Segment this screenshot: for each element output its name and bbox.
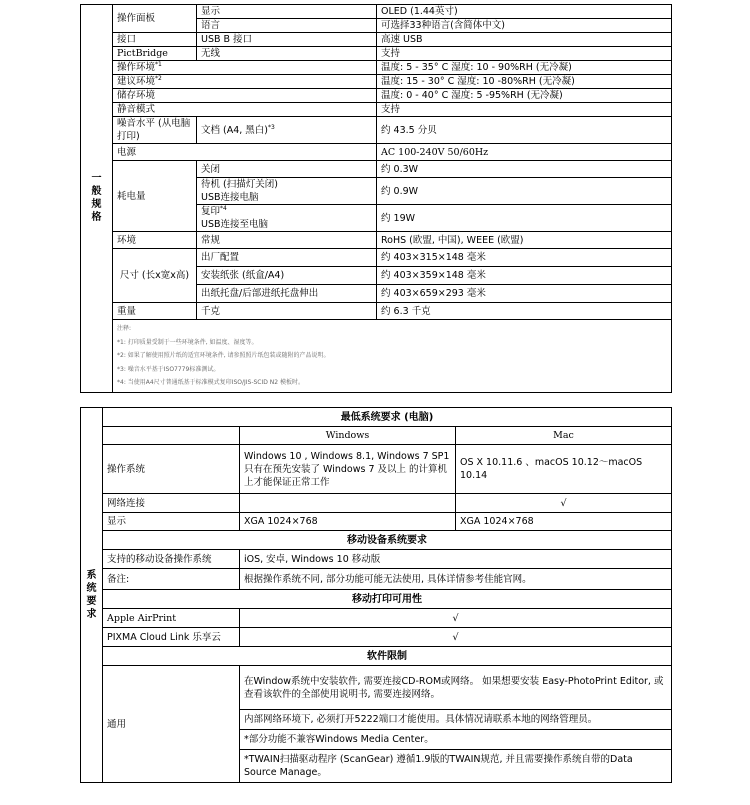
consumption-label: 耗电量	[113, 161, 197, 232]
panel-lang-label: 语言	[197, 19, 377, 33]
size-label: 尺寸 (长x宽x高)	[113, 249, 197, 303]
rec-env-label: 建议环境$^{*2}$	[113, 75, 377, 89]
footnote-title: 注释:	[117, 325, 132, 332]
size-extended-value: 约 403×659×293 毫米	[377, 285, 672, 303]
display-mac: XGA 1024×768	[456, 513, 672, 531]
network-windows	[240, 494, 456, 513]
panel-label: 操作面板	[113, 5, 197, 33]
os-label: 操作系统	[103, 445, 240, 494]
store-env-label: 储存环境	[113, 89, 377, 103]
pc-req-header: 最低系统要求 (电脑)	[103, 408, 672, 427]
software-header: 软件限制	[103, 647, 672, 666]
col-mac: Mac	[456, 427, 672, 445]
footnote-mark: *4	[220, 204, 227, 212]
noise-sub: 文档 (A4, 黑白)$^{*3}$	[197, 117, 377, 144]
system-req-label: 系统要求	[81, 408, 103, 783]
footnote-mark: *3	[268, 123, 275, 131]
general-spec-table	[80, 4, 672, 393]
consumption-off-value: 约 0.3W	[377, 161, 672, 178]
consumption-copy-value: 约 19W	[377, 205, 672, 232]
pc-blank-cell	[103, 427, 240, 445]
col-windows: Windows	[240, 427, 456, 445]
footnote-1: *1: 打印质量受制于一些环境条件, 如温度、湿度等。	[117, 338, 258, 346]
footnote-3: *3: 噪音水平基于ISO7779标准测试。	[117, 365, 220, 373]
software-line-3: *部分功能不兼容Windows Media Center。	[240, 730, 672, 750]
os-mac: OS X 10.11.6 、macOS 10.12～macOS 10.14	[456, 445, 672, 494]
footnote-mark: *1	[155, 60, 162, 68]
noise-value: 约 43.5 分贝	[377, 117, 672, 144]
store-env-value: 温度: 0 - 40° C 湿度: 5 -95%RH (无冷凝)	[377, 89, 672, 103]
airprint-label: Apple AirPrint	[103, 609, 240, 628]
footnotes	[113, 320, 672, 393]
panel-display-value: OLED (1.44英寸)	[377, 5, 672, 19]
general-spec-label: 一般规格	[81, 5, 113, 393]
display-label: 显示	[103, 513, 240, 531]
quiet-mode-label: 静音模式	[113, 103, 377, 117]
pictbridge-label: PictBridge	[113, 47, 197, 61]
footnote-2: *2: 如果了解使用照片纸的适宜环境条件, 请参照照片纸包装或随附的产品说明。	[117, 352, 330, 359]
software-line-4: *TWAIN扫描驱动程序 (ScanGear) 遵循1.9版的TWAIN规范, 并且需要操作系统自带的Data Source Manage。	[240, 750, 672, 783]
consumption-standby-sub: USB连接电脑	[201, 192, 259, 203]
system-req-table	[80, 407, 672, 783]
size-factory-label: 出厂配置	[197, 249, 377, 267]
mobile-os-label: 支持的移动设备操作系统	[103, 550, 240, 569]
power-value: AC 100-240V 50/60Hz	[377, 144, 672, 161]
op-env-label: 操作环境$^{*1}$	[113, 61, 377, 75]
airprint-value: √	[240, 609, 672, 628]
pictbridge-sub: 无线	[197, 47, 377, 61]
interface-label: 接口	[113, 33, 197, 47]
display-windows: XGA 1024×768	[240, 513, 456, 531]
network-label: 网络连接	[103, 494, 240, 513]
consumption-standby-label: 待机 (扫描灯关闭) USB连接电脑	[197, 178, 377, 205]
panel-display-label: 显示	[197, 5, 377, 19]
environment-label: 环境	[113, 232, 197, 249]
network-mac: √	[456, 494, 672, 513]
note-label: 备注:	[103, 569, 240, 590]
size-factory-value: 约 403×315×148 毫米	[377, 249, 672, 267]
consumption-copy-sub: USB连接至电脑	[201, 219, 269, 230]
cloud-link-value: √	[240, 628, 672, 647]
mobile-req-header: 移动设备系统要求	[103, 531, 672, 550]
footnote-mark: *2	[155, 74, 162, 82]
consumption-copy-label: 复印$^{*4}$ USB连接至电脑	[197, 205, 377, 232]
rec-env-value: 温度: 15 - 30° C 湿度: 10 -80%RH (无冷凝)	[377, 75, 672, 89]
general-software-label: 通用	[103, 666, 240, 783]
mobile-print-header: 移动打印可用性	[103, 590, 672, 609]
interface-sub: USB B 接口	[197, 33, 377, 47]
quiet-mode-value: 支持	[377, 103, 672, 117]
size-paper-value: 约 403×359×148 毫米	[377, 267, 672, 285]
consumption-off-label: 关闭	[197, 161, 377, 178]
os-windows: Windows 10 , Windows 8.1, Windows 7 SP1 只有在预先安装了 Windows 7 及以上 的计算机上才能保证正常工作	[240, 445, 456, 494]
size-paper-label: 安装纸张 (纸盒/A4)	[197, 267, 377, 285]
weight-label: 重量	[113, 303, 197, 320]
environment-value: RoHS (欧盟, 中国), WEEE (欧盟)	[377, 232, 672, 249]
op-env-value: 温度: 5 - 35° C 湿度: 10 - 90%RH (无冷凝)	[377, 61, 672, 75]
power-label: 电源	[113, 144, 377, 161]
weight-value: 约 6.3 千克	[377, 303, 672, 320]
panel-lang-value: 可选择33种语言(含简体中文)	[377, 19, 672, 33]
software-line-2: 内部网络环境下, 必须打开5222端口才能使用。具体情况请联系本地的网络管理员。	[240, 710, 672, 730]
noise-label: 噪音水平 (从电脑打印)	[113, 117, 197, 144]
mobile-os-value: iOS, 安卓, Windows 10 移动版	[240, 550, 672, 569]
weight-sub: 千克	[197, 303, 377, 320]
size-extended-label: 出纸托盘/后部进纸托盘伸出	[197, 285, 377, 303]
cloud-link-label: PIXMA Cloud Link 乐享云	[103, 628, 240, 647]
software-line-1: 在Window系统中安装软件, 需要连接CD-ROM或网络。 如果想要安装 Easy-PhotoPrint Editor, 或查看该软件的全部使用说明书, 需要连接网络。	[240, 666, 672, 710]
note-value: 根据操作系统不同, 部分功能可能无法使用, 具体详情参考佳能官网。	[240, 569, 672, 590]
interface-value: 高速 USB	[377, 33, 672, 47]
environment-sub: 常规	[197, 232, 377, 249]
consumption-standby-value: 约 0.9W	[377, 178, 672, 205]
footnote-4: *4: 当使用A4尺寸普通纸基于标准模式复印ISO/JIS-SCID N2 模板时。	[117, 379, 305, 386]
pictbridge-value: 支持	[377, 47, 672, 61]
